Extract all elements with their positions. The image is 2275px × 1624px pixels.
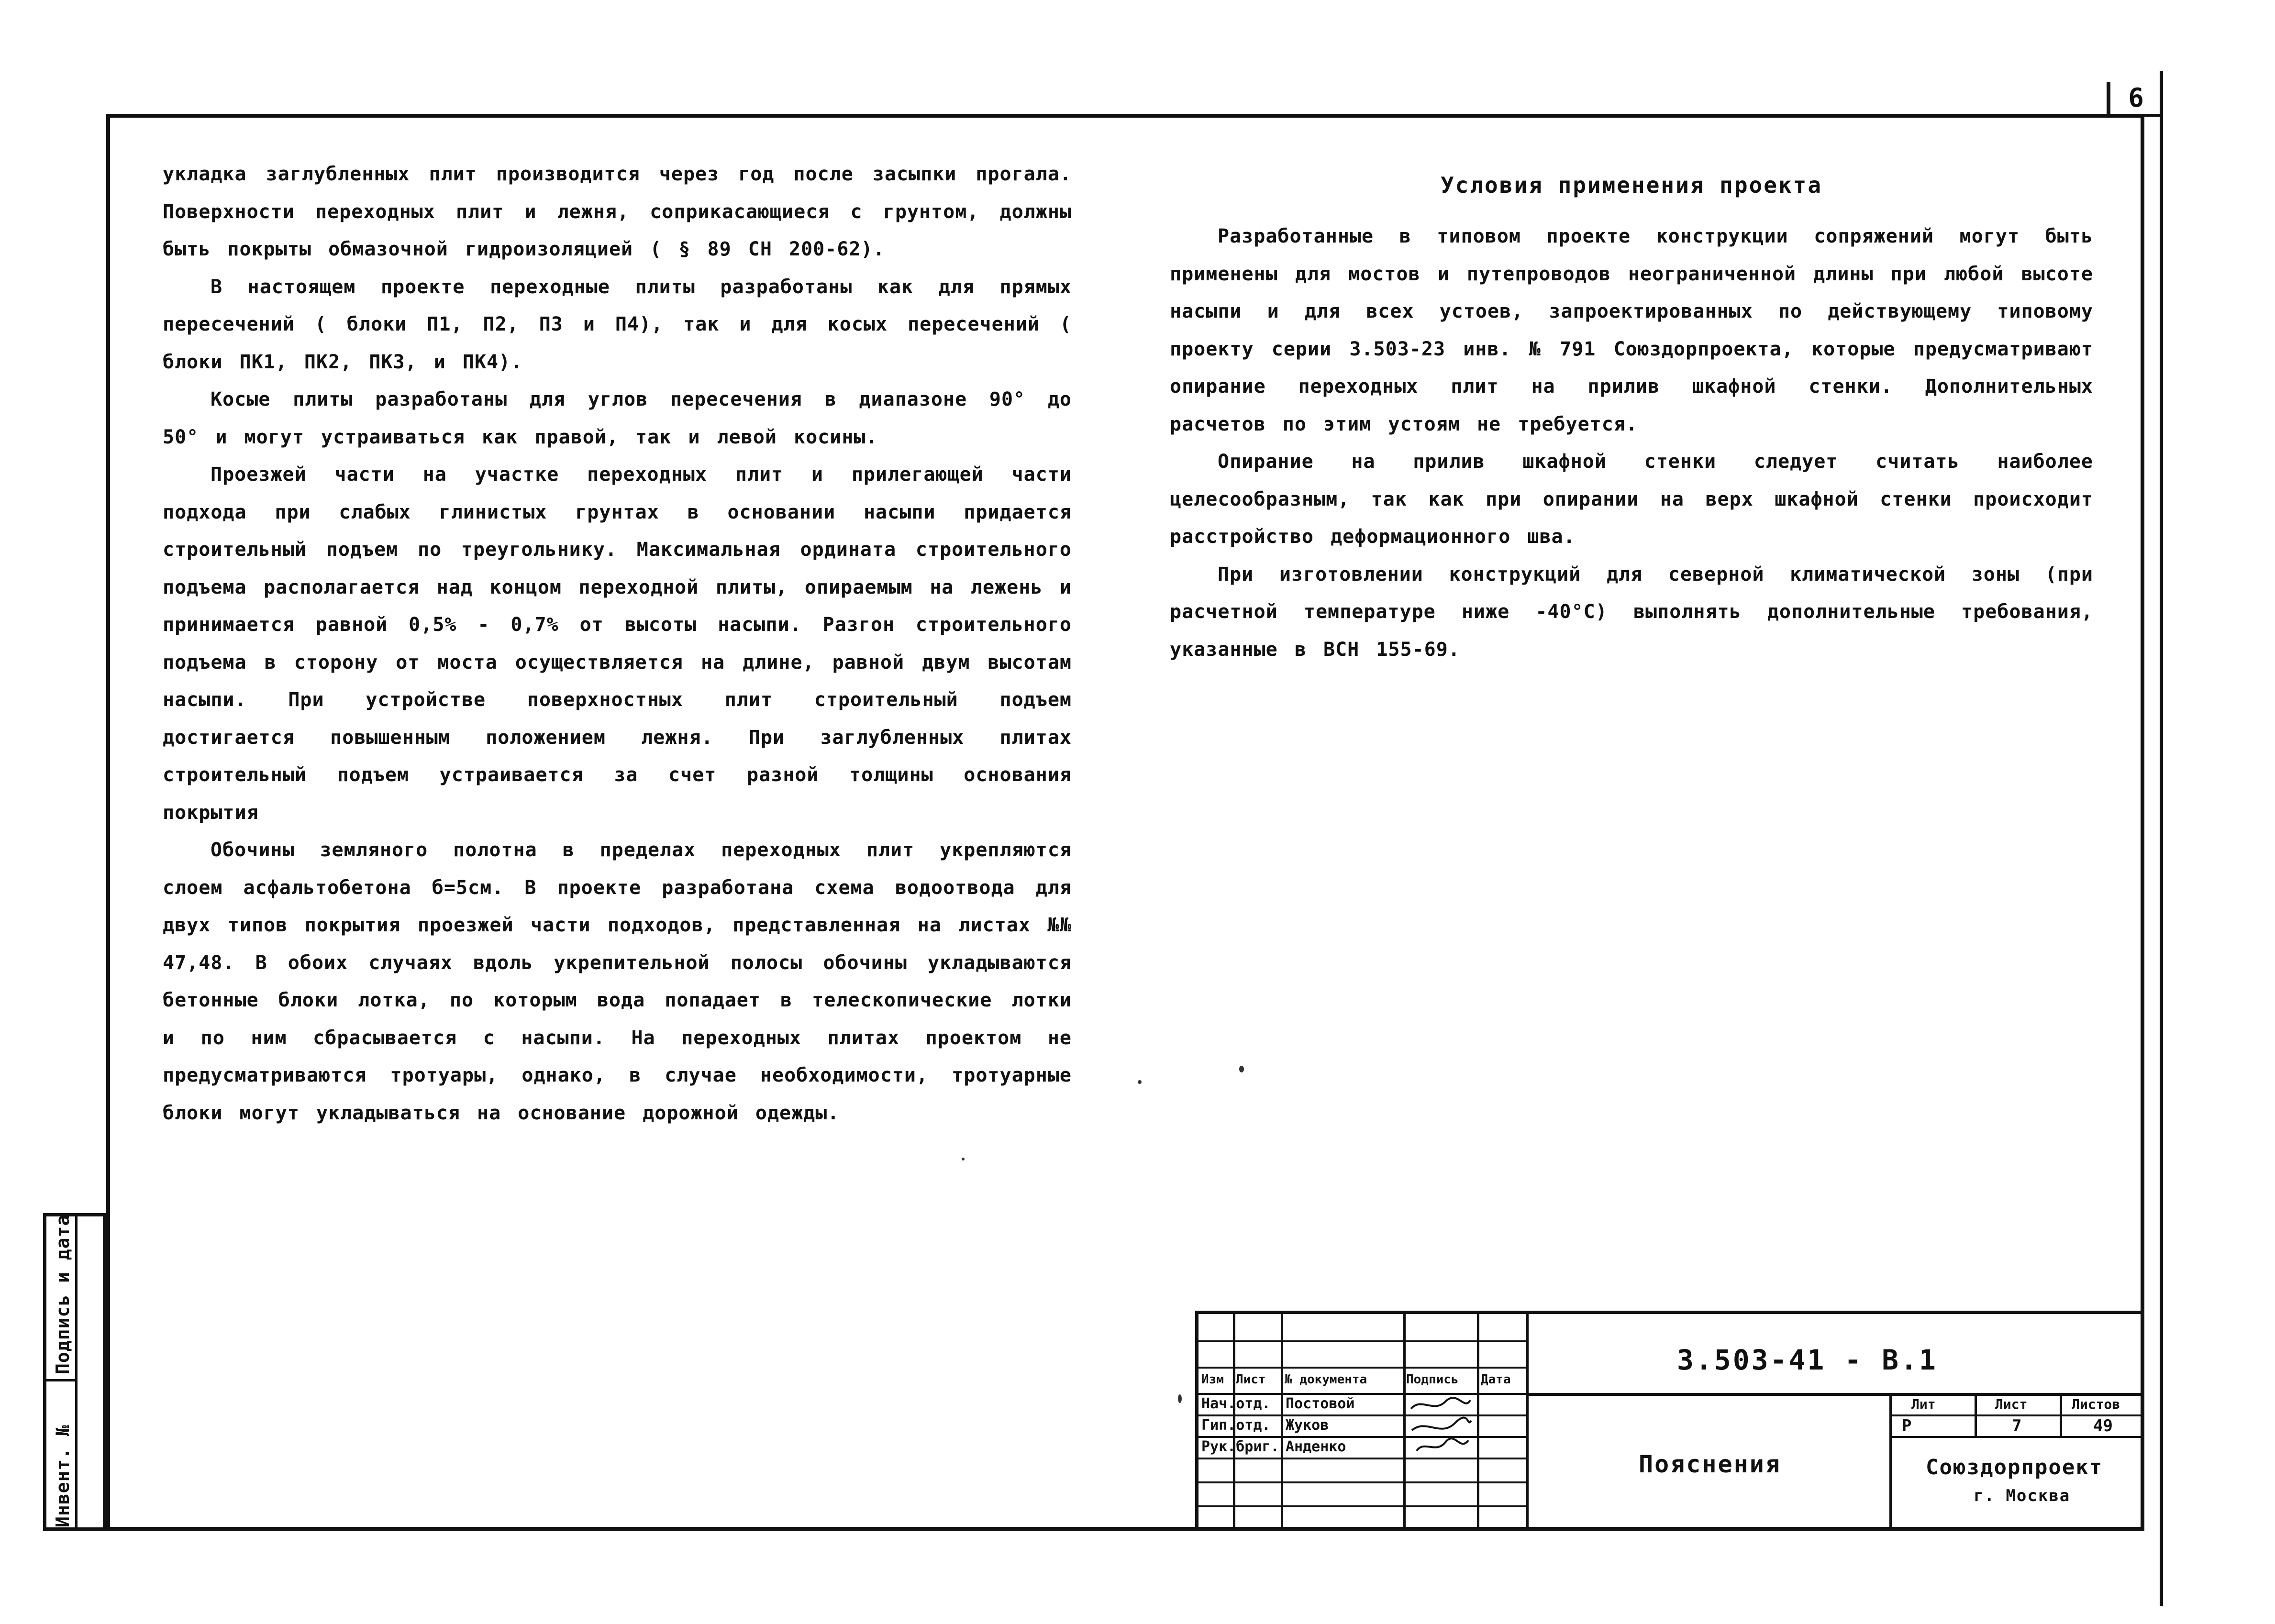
- paragraph: В настоящем проекте переходные плиты разработаны как для прямых пересечений ( блоки П1, П2, П3 и П4), так и для косых пересечений ( блоки ПК1, ПК2, ПК3, и ПК4).: [163, 276, 1072, 373]
- city: г. Москва: [1974, 1486, 2071, 1505]
- section-heading: Условия применения проекта: [1440, 172, 1823, 198]
- explanatory-text-right: [1170, 218, 2093, 668]
- organization: Союздорпроект: [1926, 1455, 2103, 1480]
- paragraph: Опирание на прилив шкафной стенки следует считать наиболее целесообразным, так как при опирании на верх шкафной стенки происходит расстройство деформационного шва.: [1170, 451, 2093, 548]
- role-cell: Нач.отд.: [1201, 1395, 1271, 1412]
- grid-line: [1199, 1393, 1526, 1395]
- grid-line: [1199, 1481, 1526, 1483]
- sheet-number: 6: [2107, 82, 2162, 117]
- stage-label: Лит: [1911, 1396, 1936, 1412]
- paragraph: укладка заглубленных плит производится через год после засыпки прогала. Поверхности переходных плит и лежня, соприкасающиеся с грунтом, должны быть покрыты обмазочной гидроизоляцией ( § 89 СН 200-62).: [163, 163, 1072, 260]
- scan-speck: [1239, 1066, 1244, 1072]
- grid-line: [1199, 1414, 1526, 1416]
- paragraph: Обочины земляного полотна в пределах переходных плит укрепляются слоем асфальтобетона б=5см. В проекте разработана схема водоотвода для двух типов покрытия проезжей части подходов, представленная на листах №№ 47,48. В обоих случаях вдоль укрепительной полосы обочины укладываются бетонные блоки лотка, по которым вода попадает в телескопические лотки и по ним сбрасывается с насыпи. На переходных плитах проектом не предусматриваются тротуары, однако, в случае необходимости, тротуарные блоки могут укладываться на основание дорожной одежды.: [163, 839, 1072, 1124]
- paragraph: Разработанные в типовом проекте конструкции сопряжений могут быть применены для мостов и путепроводов неограниченной длины при любой высоте насыпи и для всех устоев, запроектированных по действующему типовому проекту серии 3.503-23 инв. № 791 Союздорпроекта, которые предусматривают опирание переходных плит на прилив шкафной стенки. Дополнительных расчетов по этим устоям не требуется.: [1170, 225, 2093, 435]
- grid-line: [1477, 1314, 1479, 1531]
- sheet-label: Лист: [1995, 1396, 2028, 1412]
- name-cell: Постовой: [1286, 1395, 1355, 1412]
- name-cell: Жуков: [1286, 1417, 1329, 1434]
- role-cell: Гип.отд.: [1201, 1417, 1271, 1434]
- grid-line: [1889, 1436, 2144, 1438]
- header-cell: Лист: [1236, 1372, 1266, 1387]
- document-code: 3.503-41 - В.1: [1677, 1344, 1938, 1376]
- grid-line: [1199, 1436, 1526, 1438]
- sheets-value: 49: [2093, 1416, 2113, 1436]
- scan-speck: [1138, 1080, 1142, 1084]
- side-stamp-divider: [46, 1379, 75, 1381]
- header-cell: Дата: [1481, 1372, 1511, 1387]
- sheet-title: Пояснения: [1639, 1450, 1781, 1478]
- paragraph: При изготовлении конструкций для северной климатической зоны (при расчетной температуре ниже -40°С) выполнять дополнительные требования, указанные в ВСН 155-69.: [1170, 563, 2093, 661]
- grid-line: [1403, 1314, 1406, 1531]
- sheet-value: 7: [2012, 1416, 2022, 1436]
- sheets-label: Листов: [2072, 1396, 2120, 1412]
- title-block: [1195, 1311, 2144, 1531]
- grid-line: [1199, 1367, 1526, 1369]
- grid-line: [1526, 1393, 2144, 1396]
- grid-line: [1199, 1340, 1526, 1342]
- scan-speck: [962, 1158, 965, 1160]
- grid-line: [1281, 1314, 1283, 1531]
- paragraph: Проезжей части на участке переходных плит и прилегающей части подхода при слабых глинистых грунтах в основании насыпи придается строительный подъем по треугольнику. Максимальная ордината строительного подъема располагается над концом переходной плиты, опираемым на лежень и принимается равной 0,5% - 0,7% от высоты насыпи. Разгон строительного подъема в сторону от моста осуществляется на длине, равной двум высотам насыпи. При устройстве поверхностных плит строительный подъем достигается повышенным положением лежня. При заглубленных плитах строительный подъем устраивается за счет разной толщины основания покрытия: [163, 464, 1072, 824]
- sheet-edge-line: [2160, 71, 2163, 1606]
- header-cell: № документа: [1285, 1372, 1367, 1387]
- grid-line: [1889, 1393, 1892, 1531]
- name-cell: Анденко: [1286, 1438, 1346, 1455]
- role-cell: Рук.бриг.: [1201, 1438, 1279, 1455]
- side-stamp-divider: [75, 1216, 78, 1527]
- signature-date-label: Подпись и дата: [52, 1214, 73, 1374]
- grid-line: [1199, 1505, 1526, 1507]
- paragraph: Косые плиты разработаны для углов пересечения в диапазоне 90° до 50° и могут устраиваться как правой, так и левой косины.: [163, 388, 1072, 448]
- stage-value: Р: [1902, 1416, 1912, 1436]
- inventory-label: Инвент. №: [52, 1425, 73, 1527]
- grid-line: [1199, 1458, 1526, 1459]
- grid-line: [1526, 1314, 1529, 1531]
- header-cell: Подпись: [1406, 1372, 1459, 1387]
- header-cell: Изм: [1201, 1372, 1224, 1387]
- scan-speck: [1178, 1394, 1182, 1403]
- explanatory-text-left: [163, 155, 1072, 1132]
- side-stamp: [43, 1213, 106, 1531]
- signature-scribbles: [1407, 1394, 1474, 1459]
